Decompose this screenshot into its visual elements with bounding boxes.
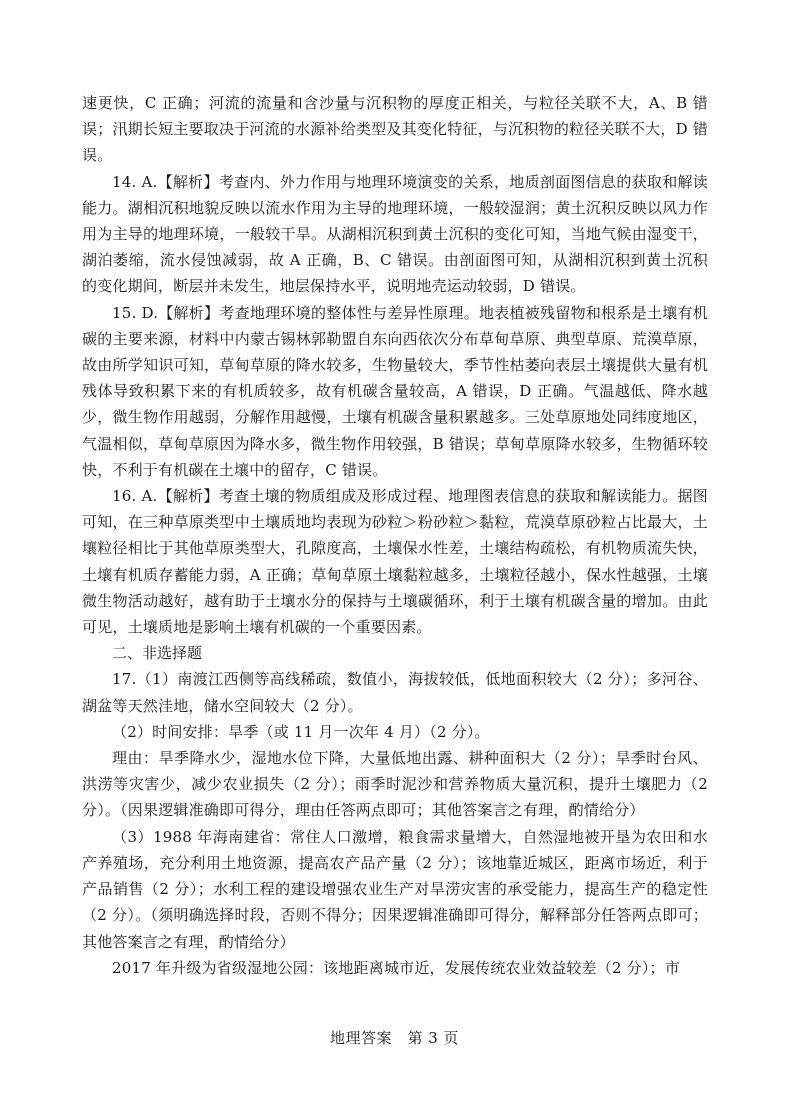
answer-17-part-2-reason: 理由：旱季降水少，湿地水位下降，大量低地出露、耕种面积大（2 分）；旱季时台风、洪涝等灾害少，减少农业损失（2 分）；雨季时泥沙和营养物质大量沉积，提升土壤肥力（2 分）。（因果逻辑准确即可得分，理由任答两点即可；其他答案言之有理，酌情给分）: [82, 749, 708, 820]
answer-15: 15. D.【解析】考查地理环境的整体性与差异性原理。地表植被残留物和根系是土壤有机碳的主要来源，材料中内蒙古锡林郭勒盟自东向西依次分布草甸草原、典型草原、荒漠草原，故由所学知识可知，草甸草原的降水较多，生物量较大，季节性枯萎向表层土壤提供大量有机残体导致积累下来的有机质较多，故有机碳含量较高，A 错误，D 正确。气温越低、降水越少，微生物作用越弱，分解作用越慢，土壤有机碳含量积累越多。三处草原地处同纬度地区，气温相似，草甸草原因为降水多，微生物作用较强，B 错误；草甸草原降水较多，生物循环较快，不利于有机碳在土壤中的留存，C 错误。: [82, 303, 708, 479]
answer-17-part-3: （3）1988 年海南建省：常住人口激增，粮食需求量增大，自然湿地被开垦为农田和水产养殖场，充分利用土地资源，提高农产品产量（2 分）；该地靠近城区，距离市场近，利于产品销售（2 分）；水利工程的建设增强农业生产对旱涝灾害的承受能力，提高生产的稳定性（2 分）。（须明确选择时段，否则不得分；因果逻辑准确即可得分，解释部分任答两点即可；其他答案言之有理，酌情给分）: [82, 827, 708, 951]
answer-17-part-2: （2）时间安排：旱季（或 11 月一次年 4 月）（2 分）。: [112, 722, 490, 741]
answer-16: 16. A.【解析】考查土壤的物质组成及形成过程、地理图表信息的获取和解读能力。据图可知，在三种草原类型中土壤质地均表现为砂粒＞粉砂粒＞黏粒，荒漠草原砂粒占比最大，土壤粒径相比于其他草原类型大，孔隙度高，土壤保水性差，土壤结构疏松，有机物质流失快，土壤有机质存蓄能力弱，A 正确；草甸草原土壤黏粒越多，土壤粒径越小，保水性越强，土壤微生物活动越好，越有助于土壤水分的保持与土壤碳循环，利于土壤有机碳含量的增加。由此可见，土壤质地是影响土壤有机碳的一个重要因素。: [82, 487, 708, 637]
answer-14: 14. A.【解析】考查内、外力作用与地理环境演变的关系，地质剖面图信息的获取和解读能力。湖相沉积地貌反映以流水作用为主导的地理环境，一般较湿润；黄土沉积反映以风力作用为主导的地理环境，一般较干旱。从湖相沉积到黄土沉积的变化可知，当地气候由湿变干，湖泊萎缩，流水侵蚀减弱，故 A 正确，B、C 错误。由剖面图可知，从湖相沉积到黄土沉积的变化期间，断层并未发生，地层保持水平，说明地壳运动较弱，D 错误。: [82, 172, 708, 296]
answer-17-part-1: 17.（1）南渡江西侧等高线稀疏，数值小，海拔较低，低地面积较大（2 分）；多河谷、湖盆等天然洼地，储水空间较大（2 分）。: [82, 670, 708, 715]
paragraph-continuation: 速更快，C 正确；河流的流量和含沙量与沉积物的厚度正相关，与粒径关联不大，A、B 错误；汛期长短主要取决于河流的水源补给类型及其变化特征，与沉积物的粒径关联不大，D 错误。: [82, 94, 708, 165]
answer-content: [82, 90, 708, 981]
answer-17-part-3-2017: 2017 年升级为省级湿地公园：该地距离城市近，发展传统农业效益较差（2 分）；市: [112, 958, 680, 977]
page-footer: 地理答案 第 3 页: [329, 1029, 460, 1047]
section-heading-non-choice: 二、非选择题: [112, 644, 203, 663]
